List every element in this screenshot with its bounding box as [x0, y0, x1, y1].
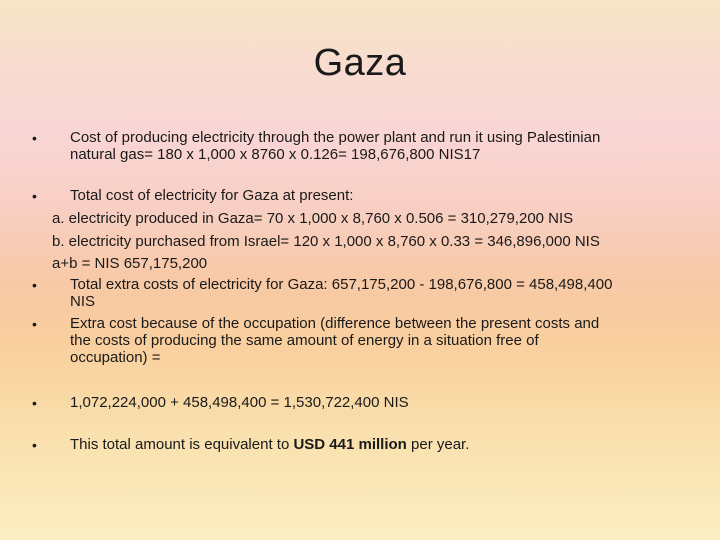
item-5-text: 1,072,224,000 + 458,498,400 = 1,530,722,400 NIS — [70, 394, 409, 411]
sum-a-b: a+b = NIS 657,175,200 — [52, 255, 208, 272]
item-1-line-2: natural gas= 180 x 1,000 x 8760 x 0.126= 198,676,800 NIS17 — [70, 146, 481, 163]
item-4-line-2: the costs of producing the same amount of energy in a situation free of — [70, 332, 539, 349]
item-2-text: Total cost of electricity for Gaza at present: — [70, 187, 354, 204]
sub-item-b: b. electricity purchased from Israel= 120 x 1,000 x 8,760 x 0.33 = 346,896,000 NIS — [52, 233, 600, 250]
item-6-bold: USD 441 million — [293, 436, 407, 453]
bullet-5: • — [32, 395, 37, 411]
bullet-3: • — [32, 277, 37, 293]
item-4 — [70, 315, 599, 366]
item-3-line-1: Total extra costs of electricity for Gaza: 657,175,200 - 198,676,800 = 458,498,400 — [70, 276, 613, 293]
item-6-after: per year. — [406, 436, 470, 453]
item-6-text — [70, 436, 469, 453]
item-3 — [70, 276, 612, 310]
item-6-before: This total amount is equivalent to — [70, 436, 294, 453]
sub-item-a: a. electricity produced in Gaza= 70 x 1,000 x 8,760 x 0.506 = 310,279,200 NIS — [52, 210, 574, 227]
item-3-line-2: NIS — [70, 293, 96, 310]
item-4-line-3: occupation) = — [70, 349, 161, 366]
item-1-line-1: Cost of producing electricity through the power plant and run it using Palestinian — [70, 129, 601, 146]
item-1 — [70, 129, 600, 163]
slide-title: Gaza — [313, 42, 407, 84]
bullet-4: • — [32, 316, 37, 332]
item-4-line-1: Extra cost because of the occupation (difference between the present costs and — [70, 315, 600, 332]
bullet-1: • — [32, 130, 37, 146]
bullet-6: • — [32, 437, 37, 453]
bullet-2: • — [32, 188, 37, 204]
